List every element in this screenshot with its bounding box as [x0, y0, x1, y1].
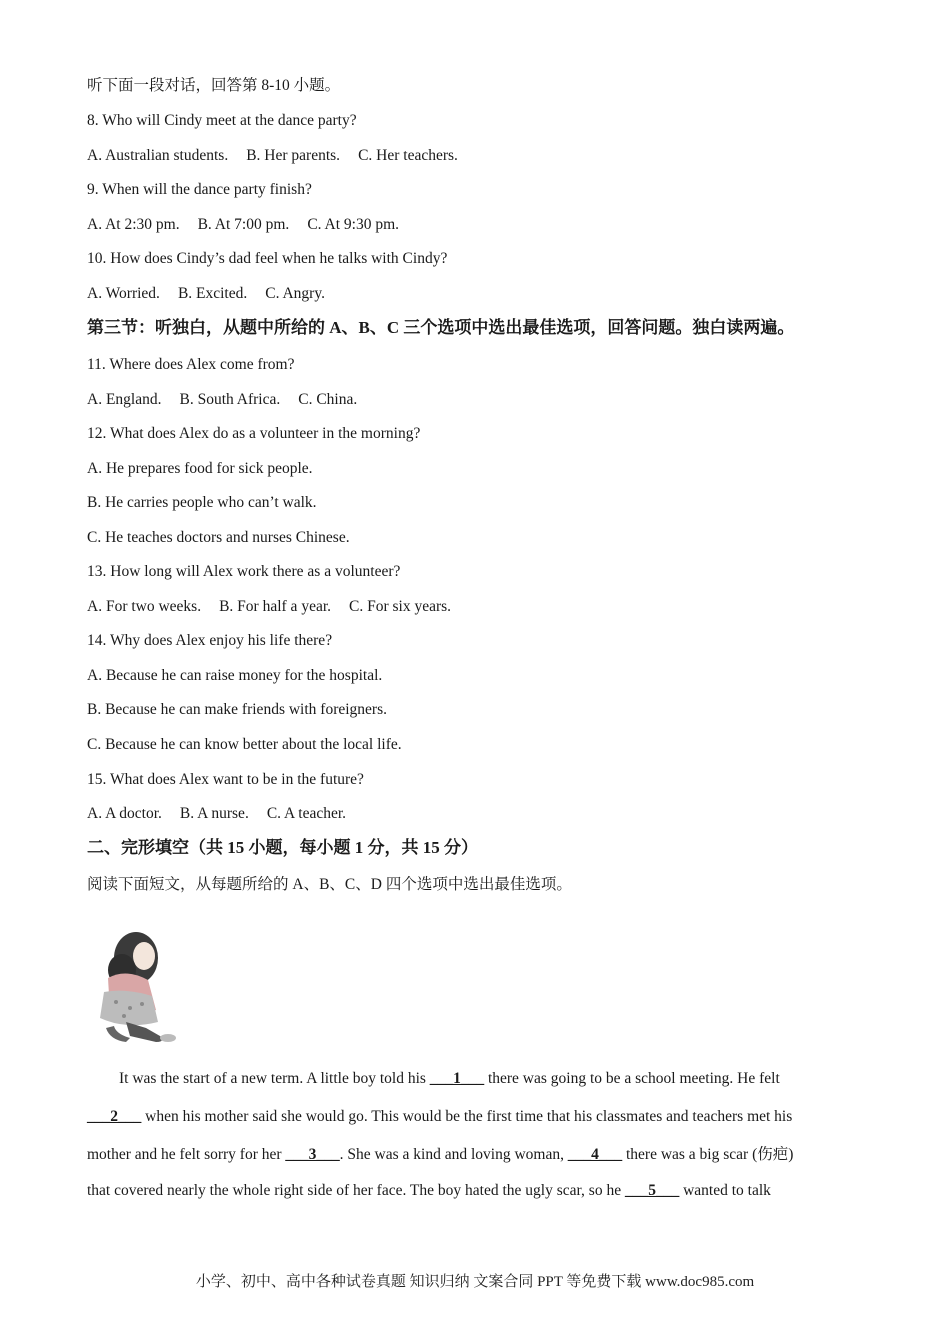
- passage-text: It was the start of a new term. A little boy told his: [119, 1070, 430, 1087]
- part-2-heading: 二、完形填空（共 15 小题，每小题 1 分，共 15 分）: [87, 838, 478, 857]
- question-11: 11. Where does Alex come from?: [87, 356, 295, 373]
- section-intro-8-10: 听下面一段对话，回答第 8-10 小题。: [87, 77, 341, 94]
- question-14-option-c: C. Because he can know better about the local life.: [87, 736, 402, 753]
- passage-text: mother and he felt sorry for her: [87, 1146, 286, 1163]
- blank-4: ___4___: [567, 1146, 623, 1163]
- question-14-option-b: B. Because he can make friends with foreigners.: [87, 701, 387, 718]
- passage-text: that covered nearly the whole right side of her face. The boy hated the ugly scar, so he: [87, 1182, 625, 1199]
- blank-2: ___2___: [87, 1108, 142, 1125]
- question-12-option-c: C. He teaches doctors and nurses Chinese.: [87, 529, 350, 546]
- option-b: B. A nurse.: [179, 805, 249, 822]
- passage-text: there was going to be a school meeting. He felt: [484, 1070, 780, 1087]
- option-b: B. At 7:00 pm.: [197, 216, 290, 233]
- question-9-options: [87, 215, 417, 235]
- option-b: B. Her parents.: [246, 147, 341, 164]
- option-c: C. A teacher.: [266, 805, 347, 822]
- question-13: 13. How long will Alex work there as a volunteer?: [87, 563, 401, 580]
- passage-text: wanted to talk: [679, 1182, 771, 1199]
- question-9: 9. When will the dance party finish?: [87, 181, 312, 198]
- passage-line-2: [87, 1107, 857, 1127]
- option-a: A. A doctor.: [87, 805, 162, 822]
- question-10: 10. How does Cindy’s dad feel when he talks with Cindy?: [87, 250, 448, 267]
- passage-line-4: [87, 1181, 857, 1201]
- option-c: C. China.: [298, 391, 358, 408]
- option-b: B. South Africa.: [179, 391, 281, 408]
- question-14: 14. Why does Alex enjoy his life there?: [87, 632, 333, 649]
- question-15-options: [87, 804, 364, 824]
- option-b: B. Excited.: [177, 285, 248, 302]
- passage-text: . She was a kind and loving woman,: [339, 1146, 568, 1163]
- question-11-options: [87, 390, 375, 410]
- part-2-instruction: 阅读下面短文，从每题所给的 A、B、C、D 四个选项中选出最佳选项。: [87, 876, 572, 893]
- mother-child-illustration: [86, 918, 182, 1050]
- blank-3: ___3___: [285, 1146, 340, 1163]
- question-8-options: [87, 146, 476, 166]
- option-c: C. At 9:30 pm.: [307, 216, 400, 233]
- blank-5: ___5___: [624, 1182, 680, 1199]
- question-15: 15. What does Alex want to be in the future?: [87, 771, 364, 788]
- blank-1: ___1___: [429, 1070, 485, 1087]
- passage-line-1: [87, 1069, 857, 1089]
- page-footer: 小学、初中、高中各种试卷真题 知识归纳 文案合同 PPT 等免费下载 www.doc985.com: [195, 1274, 755, 1290]
- question-14-option-a: A. Because he can raise money for the hospital.: [87, 667, 383, 684]
- option-a: A. At 2:30 pm.: [87, 216, 180, 233]
- option-c: C. For six years.: [349, 598, 452, 615]
- question-12: 12. What does Alex do as a volunteer in the morning?: [87, 425, 421, 442]
- option-a: A. Australian students.: [87, 147, 229, 164]
- question-10-options: [87, 284, 343, 304]
- passage-line-3: [87, 1145, 857, 1165]
- passage-text: there was a big scar (伤疤): [622, 1146, 794, 1163]
- question-12-option-b: B. He carries people who can’t walk.: [87, 494, 317, 511]
- option-c: C. Her teachers.: [358, 147, 458, 164]
- option-c: C. Angry.: [265, 285, 325, 302]
- question-8: 8. Who will Cindy meet at the dance party?: [87, 112, 357, 129]
- section-3-heading: 第三节：听独白，从题中所给的 A、B、C 三个选项中选出最佳选项，回答问题。独白读两遍。: [87, 318, 795, 337]
- question-12-option-a: A. He prepares food for sick people.: [87, 460, 313, 477]
- option-a: A. For two weeks.: [87, 598, 202, 615]
- passage-text: when his mother said she would go. This would be the first time that his classmates and teachers met his: [141, 1108, 793, 1125]
- question-13-options: [87, 597, 469, 617]
- option-a: A. Worried.: [87, 285, 160, 302]
- option-b: B. For half a year.: [219, 598, 332, 615]
- option-a: A. England.: [87, 391, 162, 408]
